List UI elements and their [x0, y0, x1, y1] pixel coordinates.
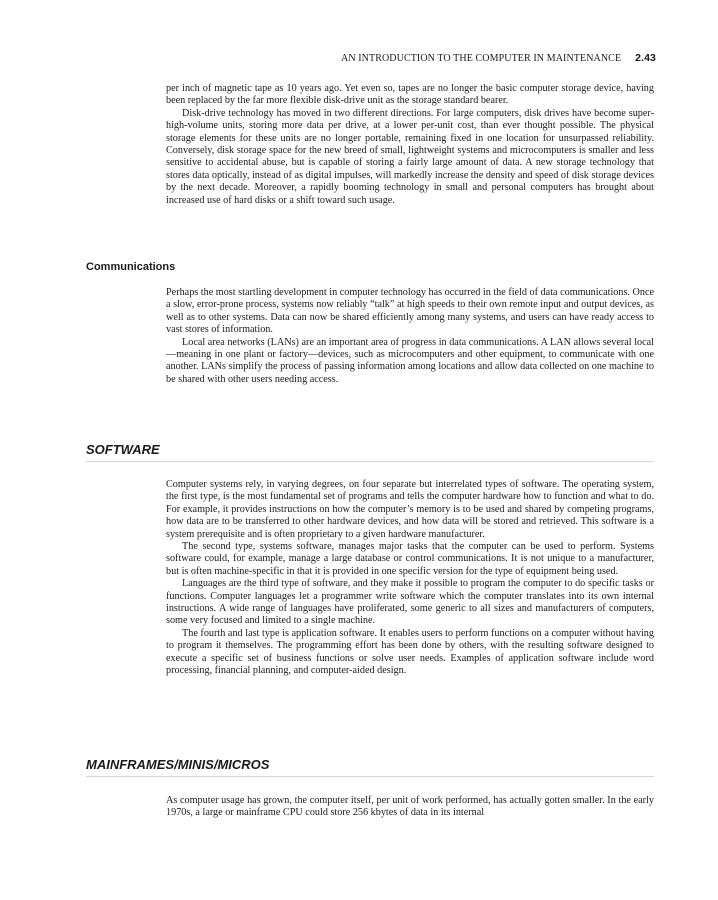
paragraph: Disk-drive technology has moved in two different directions. For large computers, disk drives have become super-high-volume units, storing more data per drive, at a lower per-unit cost, than ever thought possible. The physical storage elements for these units are no longer portable, remaining fixed in one location for unsurpassed reliability. Conversely, disk storage space for the new breed of small, lightweight systems and microcomputers is smaller and less sensitive to accidental abuse, but is capable of storing a fairly large amount of data. A new storage technology that stores data optically, instead of as digital impulses, will markedly increase the density and speed of disk storage devices by the next decade. Moreover, a rapidly booming technology in small and personal computers has brought about increased use of hard disks or a shift toward such usage. [166, 107, 654, 206]
paragraph: Languages are the third type of software, and they make it possible to program the computer to do specific tasks or functions. Computer languages let a programmer write software which the computer translates into its own internal instructions. A wide range of languages have proliferated, some generic to all sizes and manufacturers of computers, some very focused and limited to a single machine. [166, 578, 654, 627]
running-head [160, 52, 656, 64]
section-heading-mainframes: MAINFRAMES/MINIS/MICROS [86, 757, 654, 777]
storage-continued-text [166, 83, 654, 207]
paragraph: The second type, systems software, manages major tasks that the computer can be used to perform. Systems software could, for example, manage a large database or control communications. It is not unique to a manufacturer, but is often machine-specific in that it is provided in one specific version for the type of equipment being used. [166, 541, 654, 577]
section-heading-software: SOFTWARE [86, 442, 654, 462]
mainframes-text [166, 795, 654, 820]
paragraph: Perhaps the most startling development in computer technology has occurred in the field of data communications. Once a slow, error-prone process, systems now reliably “talk” at high speeds to their own remote input and output devices, as well as to other systems. Data can now be shared efficiently among many systems, and users can have ready access to vast stores of information. [166, 287, 655, 336]
paragraph: The fourth and last type is application software. It enables users to perform functions on a computer without having to program it themselves. The programming effort has been done by others, with the resulting software designed to execute a specific set of business functions or solve user needs. Examples of application software include word processing, financial planning, and computer-aided design. [166, 627, 654, 677]
page-number: 2.43 [635, 52, 656, 64]
software-text [166, 479, 654, 678]
communications-text [166, 287, 654, 386]
paragraph: Computer systems rely, in varying degrees, on four separate but interrelated types of software. The operating system, the first type, is the most fundamental set of programs and tells the computer hardware how to function and what to do. For example, it provides instructions on how the computer’s memory is to be used and shared by competing programs, how data are to be transferred to other hardware devices, and how data will be stored and retrieved. This software is a system prerequisite and is often proprietary to a given hardware manufacturer. [166, 479, 654, 540]
paragraph: Local area networks (LANs) are an important area of progress in data communications. A LAN allows several local—meaning in one plant or factory—devices, such as microcomputers and other equipment, to communicate with one another. LANs simplify the process of passing information among locations and allow data collected on one machine to be shared with other users needing access. [166, 336, 654, 385]
subhead-communications: Communications [86, 261, 176, 273]
paragraph: per inch of magnetic tape as 10 years ago. Yet even so, tapes are no longer the basic computer storage device, having been replaced by the far more flexible disk-drive unit as the storage standard bearer. [166, 83, 654, 107]
paragraph: As computer usage has grown, the computer itself, per unit of work performed, has actually gotten smaller. In the early 1970s, a large or mainframe CPU could store 256 kbytes of data in its internal [166, 795, 654, 819]
running-title: AN INTRODUCTION TO THE COMPUTER IN MAINTENANCE [341, 53, 622, 64]
